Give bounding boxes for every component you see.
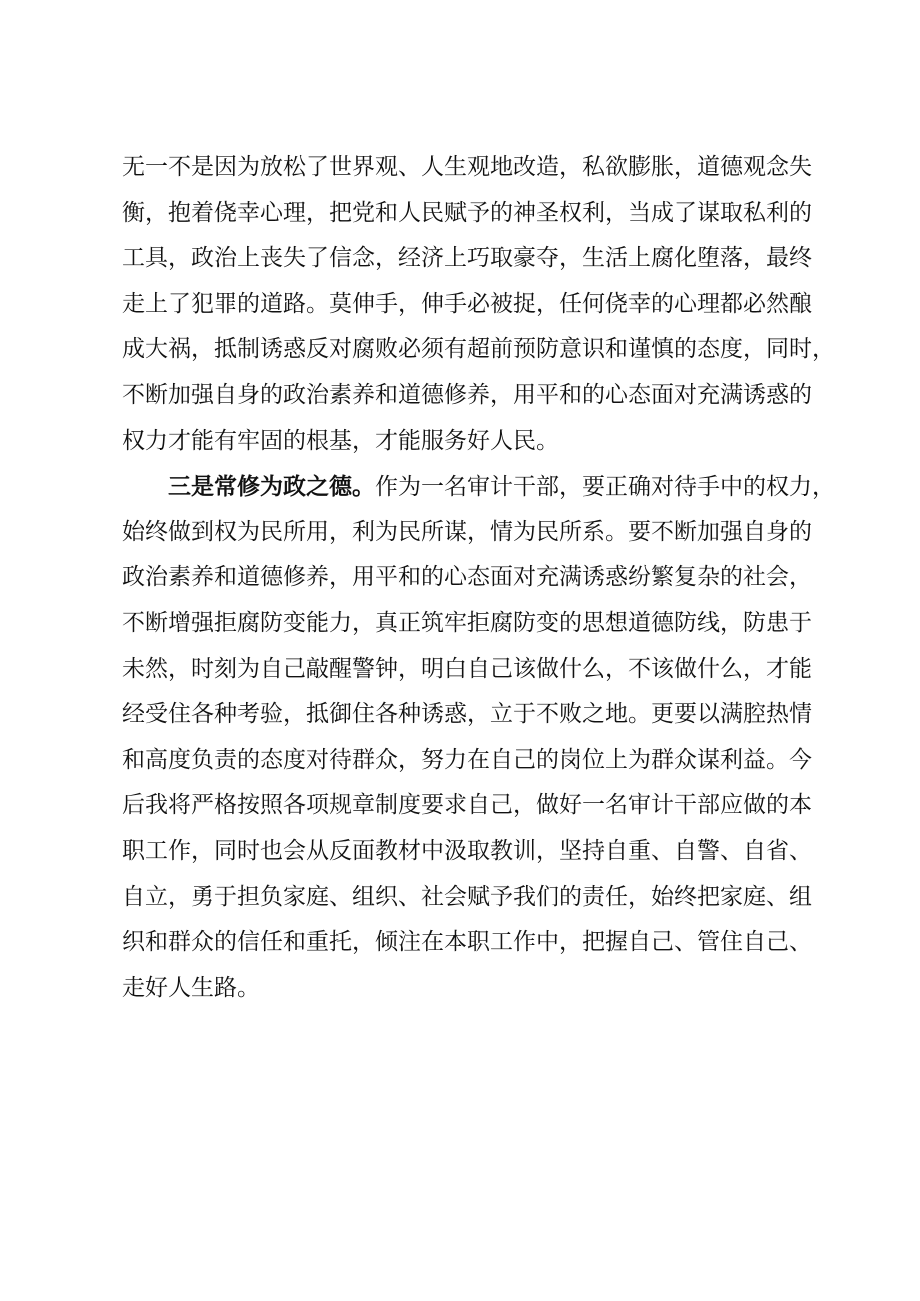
text-line: 始终做到权为民所用，利为民所谋，情为民所系。要不断加强自身的 <box>122 518 812 545</box>
text-line: 不断加强自身的政治素养和道德修养，用平和的心态面对充满诱惑的 <box>122 381 812 408</box>
text-line: 工具，政治上丧失了信念，经济上巧取豪夺，生活上腐化堕落，最终 <box>122 245 812 272</box>
text-line: 权力才能有牢固的根基，才能服务好人民。 <box>122 427 559 454</box>
text-line: 走好人生路。 <box>122 974 260 1001</box>
text-line: 经受住各种考验，抵御住各种诱惑，立于不败之地。更要以满腔热情 <box>122 701 812 728</box>
paragraph-2-first-line <box>122 464 835 510</box>
text-line: 无一不是因为放松了世界观、人生观地改造，私欲膨胀，道德观念失 <box>122 154 812 180</box>
text-line: 政治素养和道德修养，用平和的心态面对充满诱惑纷繁复杂的社会， <box>122 564 812 591</box>
text-line: 自立，勇于担负家庭、组织、社会赋予我们的责任，始终把家庭、组 <box>122 883 812 910</box>
text-line: 职工作，同时也会从反面教材中汲取教训，坚持自重、自警、自省、 <box>122 837 812 864</box>
text-line: 不断增强拒腐防变能力，真正筑牢拒腐防变的思想道德防线，防患于 <box>122 609 812 636</box>
text-line: 和高度负责的态度对待群众，努力在自己的岗位上为群众谋利益。今 <box>122 746 812 773</box>
paragraph-heading: 三是常修为政之德。 <box>168 473 375 501</box>
text-line: 未然，时刻为自己敲醒警钟，明白自己该做什么，不该做什么，才能 <box>122 655 812 682</box>
document-body <box>122 145 835 1011</box>
text-line: 衡，抱着侥幸心理，把党和人民赋予的神圣权利，当成了谋取私利的 <box>122 199 812 226</box>
text-line: 后我将严格按照各项规章制度要求自己，做好一名审计干部应做的本 <box>122 792 812 819</box>
paragraph-2 <box>122 464 835 1011</box>
text-line: 成大祸，抵制诱惑反对腐败必须有超前预防意识和谨慎的态度，同时， <box>122 336 835 363</box>
text-line-rest: 作为一名审计干部，要正确对待手中的权力， <box>375 474 835 501</box>
paragraph-1 <box>122 145 835 464</box>
text-line: 织和群众的信任和重托，倾注在本职工作中，把握自己、管住自己、 <box>122 929 812 956</box>
text-line: 走上了犯罪的道路。莫伸手，伸手必被捉，任何侥幸的心理都必然酿 <box>122 290 812 317</box>
